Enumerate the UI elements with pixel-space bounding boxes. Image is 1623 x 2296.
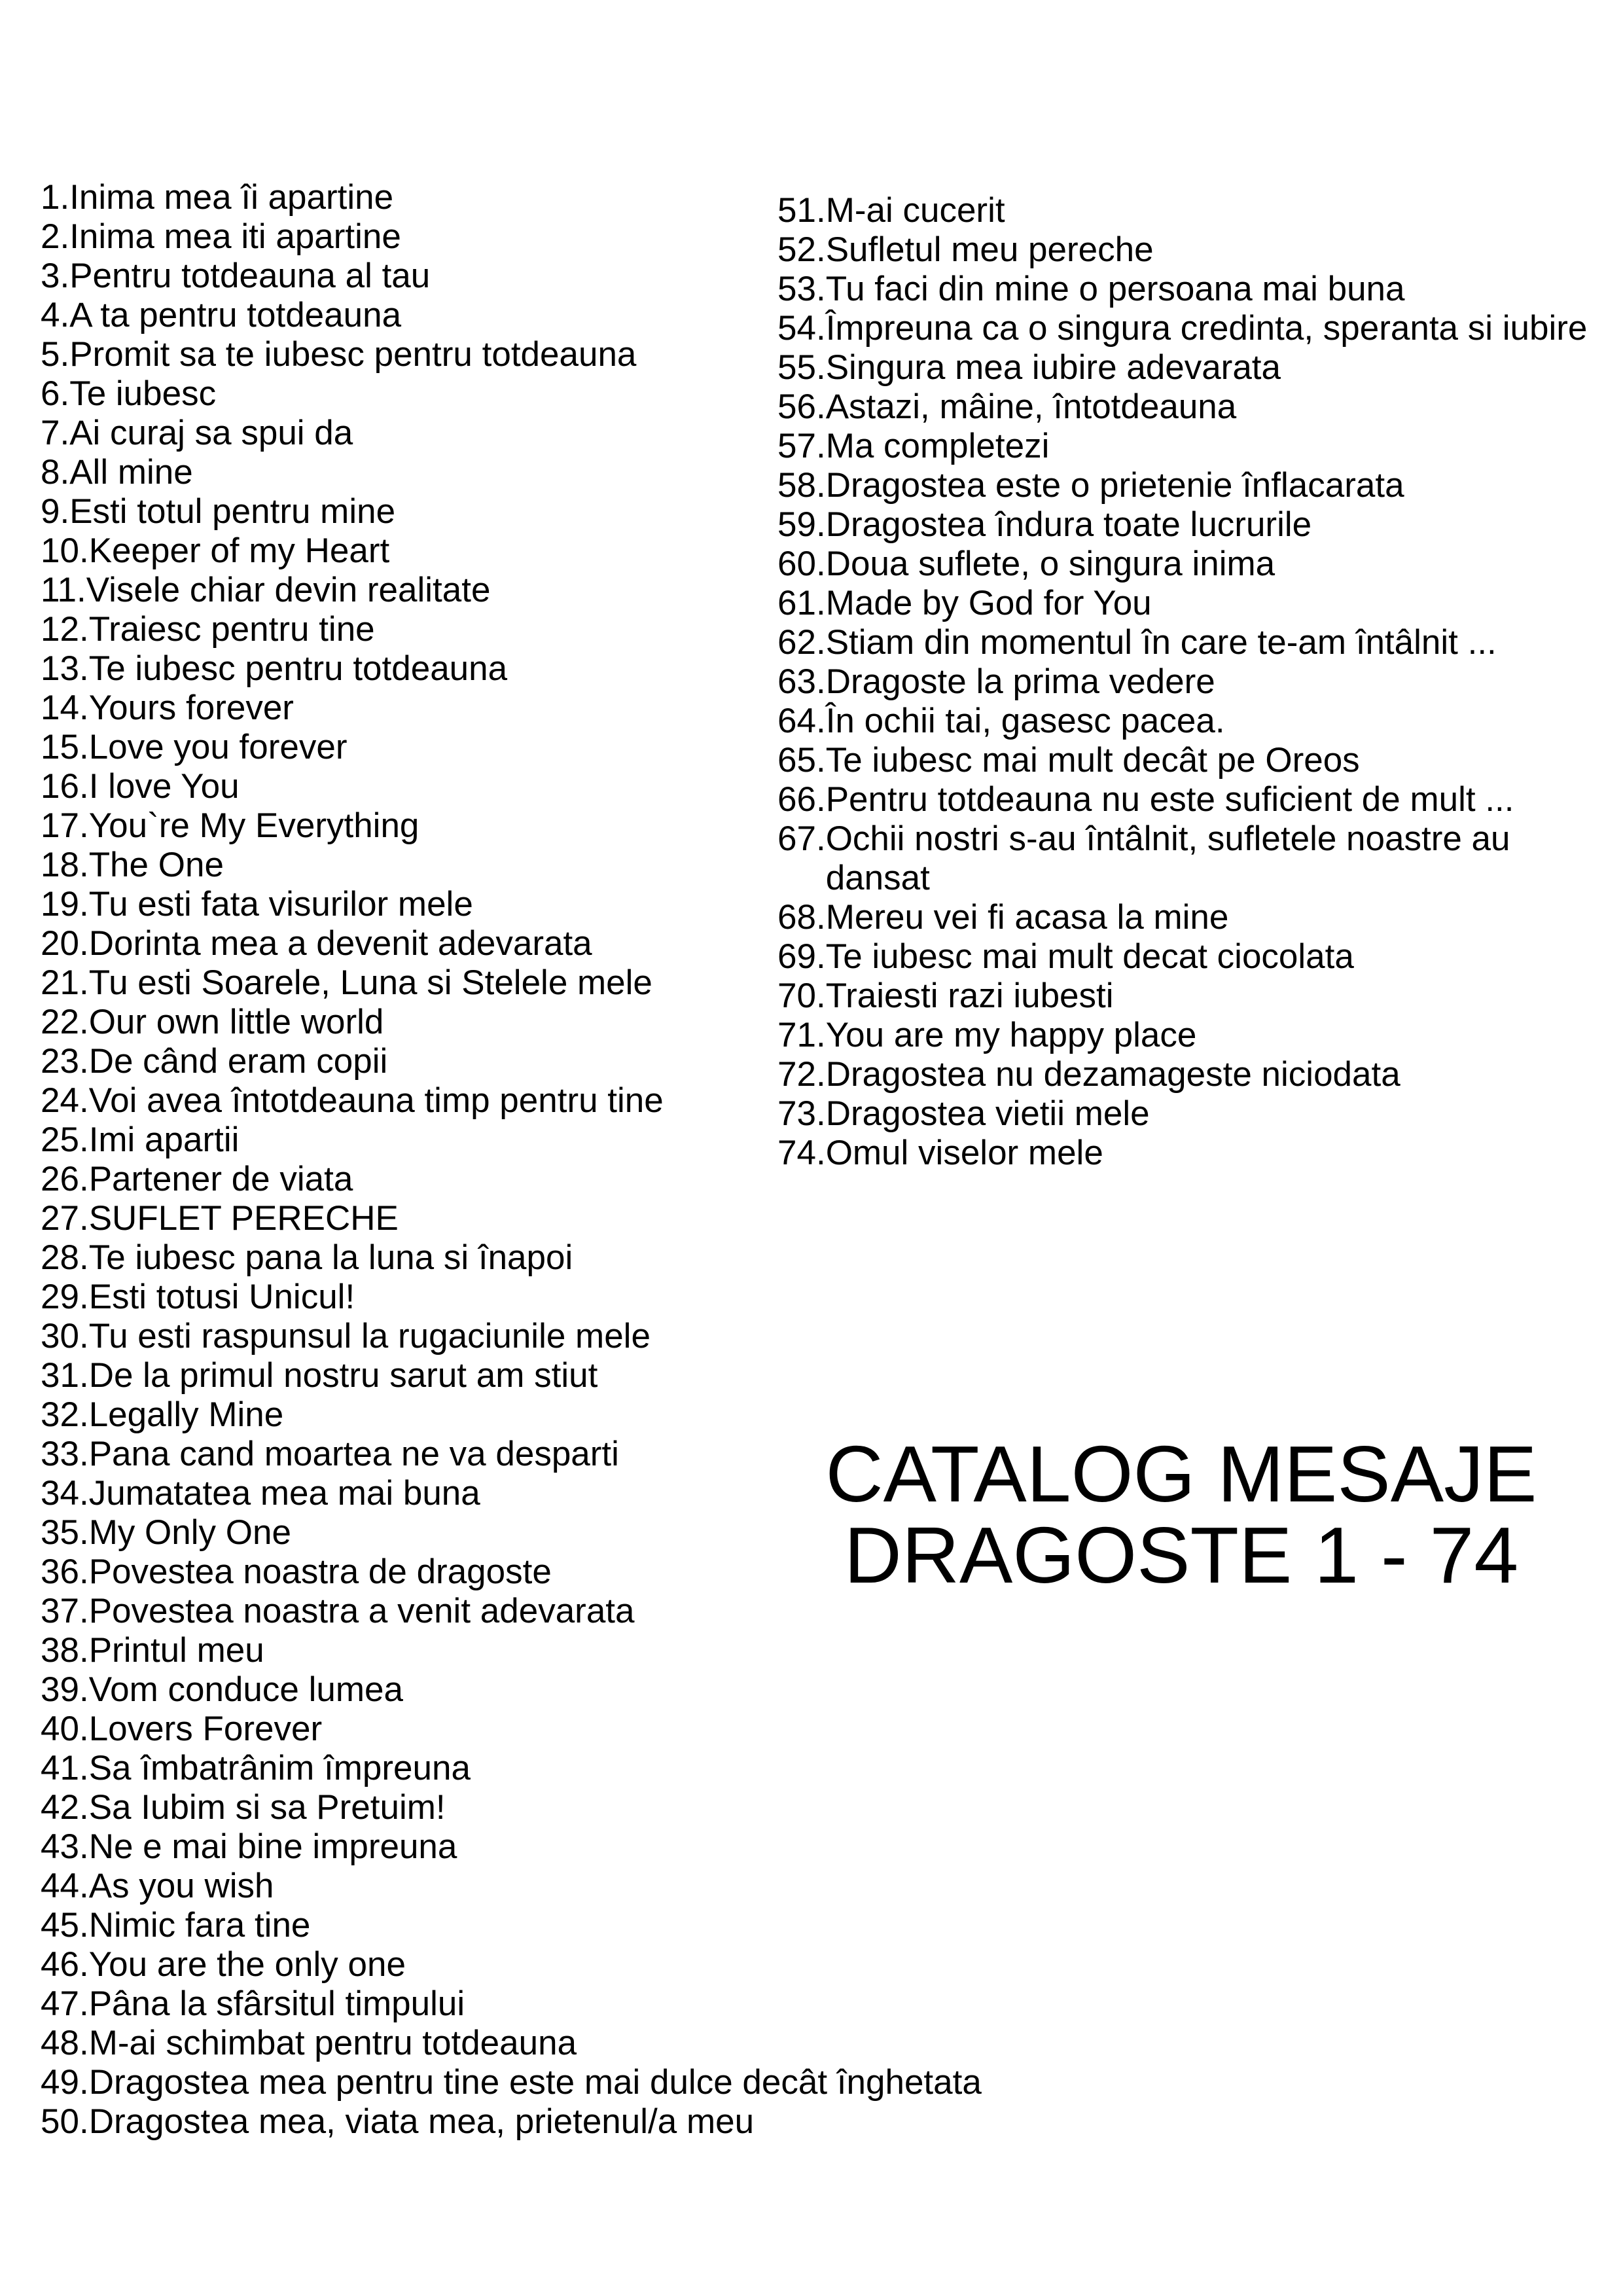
message-text: Traiesc pentru tine — [88, 610, 375, 649]
message-text: Esti totul pentru mine — [69, 492, 396, 531]
message-number: 3. — [41, 257, 70, 295]
message-text: The One — [88, 846, 224, 884]
message-number: 45. — [41, 1906, 89, 1945]
message-item — [41, 1984, 1153, 2024]
message-item — [41, 1317, 1153, 1356]
message-number: 59. — [777, 505, 826, 544]
message-item — [777, 1016, 1596, 1055]
message-item — [777, 702, 1596, 741]
message-item — [41, 1906, 1153, 1945]
message-item — [777, 662, 1596, 702]
message-text: Imi apartii — [88, 1121, 240, 1159]
message-text: Ochii nostri s-au întâlnit, sufletele noastre au dansat — [825, 819, 1510, 897]
message-text: Our own little world — [88, 1003, 384, 1041]
message-number: 50. — [41, 2102, 89, 2141]
message-text: Lovers Forever — [88, 1710, 323, 1748]
message-text: Vom conduce lumea — [88, 1670, 403, 1709]
message-text: Te iubesc pana la luna si înapoi — [88, 1238, 573, 1277]
message-text: My Only One — [88, 1513, 291, 1552]
message-number: 68. — [777, 898, 826, 937]
message-item — [41, 2024, 1153, 2063]
message-number: 23. — [41, 1042, 89, 1081]
message-item — [777, 191, 1596, 230]
message-number: 70. — [777, 977, 826, 1015]
message-item — [777, 584, 1596, 623]
message-item — [41, 1395, 1153, 1435]
message-item — [41, 1670, 1153, 1710]
message-text: You are the only one — [88, 1945, 406, 1984]
message-text: Dragostea nu dezamageste niciodata — [825, 1055, 1400, 1094]
message-text: All mine — [69, 453, 193, 492]
message-number: 41. — [41, 1749, 89, 1787]
message-text: Printul meu — [88, 1631, 264, 1670]
message-number: 14. — [41, 689, 89, 727]
message-item — [777, 898, 1596, 937]
message-item — [41, 1827, 1153, 1867]
message-number: 49. — [41, 2063, 89, 2102]
message-text: Nimic fara tine — [88, 1906, 311, 1945]
message-text: You`re My Everything — [88, 806, 419, 845]
right-message-column — [777, 191, 1596, 1173]
message-number: 6. — [41, 374, 70, 413]
message-text: Dragostea este o prietenie înflacarata — [825, 466, 1404, 505]
message-text: Mereu vei fi acasa la mine — [825, 898, 1229, 937]
message-number: 20. — [41, 924, 89, 963]
message-text: Te iubesc pentru totdeauna — [88, 649, 508, 688]
message-number: 15. — [41, 728, 89, 766]
message-text: Povestea noastra de dragoste — [88, 1552, 552, 1591]
message-number: 67. — [777, 819, 826, 858]
message-number: 1. — [41, 178, 70, 217]
message-text: You are my happy place — [825, 1016, 1197, 1054]
message-item — [41, 1631, 1153, 1670]
message-number: 24. — [41, 1081, 89, 1120]
message-number: 52. — [777, 230, 826, 269]
message-number: 13. — [41, 649, 89, 688]
message-number: 71. — [777, 1016, 826, 1054]
message-text: Legally Mine — [88, 1395, 284, 1434]
message-item — [41, 1356, 1153, 1395]
message-text: Promit sa te iubesc pentru totdeauna — [69, 335, 637, 374]
message-text: Ma completezi — [825, 427, 1050, 465]
message-text: M-ai schimbat pentru totdeauna — [88, 2024, 577, 2062]
message-item — [41, 2063, 1153, 2102]
message-item — [777, 780, 1596, 819]
message-number: 43. — [41, 1827, 89, 1866]
message-number: 73. — [777, 1094, 826, 1133]
message-number: 57. — [777, 427, 826, 465]
message-item — [777, 1055, 1596, 1094]
message-text: Tu esti fata visurilor mele — [88, 885, 473, 924]
message-text: Pentru totdeauna al tau — [69, 257, 431, 295]
message-text: A ta pentru totdeauna — [69, 296, 402, 334]
message-text: Stiam din momentul în care te-am întâlnit ... — [825, 623, 1497, 662]
message-text: Ne e mai bine impreuna — [88, 1827, 457, 1866]
message-text: Voi avea întotdeauna timp pentru tine — [88, 1081, 664, 1120]
message-item — [41, 1749, 1153, 1788]
message-text: Tu faci din mine o persoana mai buna — [825, 270, 1405, 308]
message-text: Dragostea vietii mele — [825, 1094, 1150, 1133]
message-number: 55. — [777, 348, 826, 387]
message-number: 22. — [41, 1003, 89, 1041]
message-text: Te iubesc — [69, 374, 217, 413]
message-item — [777, 309, 1596, 348]
message-text: Dorinta mea a devenit adevarata — [88, 924, 592, 963]
message-number: 46. — [41, 1945, 89, 1984]
message-number: 29. — [41, 1278, 89, 1316]
message-item — [777, 977, 1596, 1016]
catalog-title-line-2: DRAGOSTE 1 - 74 — [844, 1511, 1519, 1600]
message-text: As you wish — [88, 1867, 274, 1905]
message-number: 42. — [41, 1788, 89, 1827]
message-text: În ochii tai, gasesc pacea. — [825, 702, 1225, 740]
message-text: Tu esti Soarele, Luna si Stelele mele — [88, 963, 652, 1002]
message-number: 51. — [777, 191, 826, 230]
message-text: I love You — [88, 767, 240, 806]
message-number: 7. — [41, 414, 70, 452]
message-text: Pana cand moartea ne va desparti — [88, 1435, 619, 1473]
message-number: 65. — [777, 741, 826, 780]
message-text: SUFLET PERECHE — [88, 1199, 399, 1238]
message-number: 56. — [777, 387, 826, 426]
message-text: Dragostea mea pentru tine este mai dulce decât înghetata — [88, 2063, 982, 2102]
message-item — [777, 1134, 1596, 1173]
message-text: Omul viselor mele — [825, 1134, 1103, 1172]
message-number: 31. — [41, 1356, 89, 1395]
message-number: 38. — [41, 1631, 89, 1670]
message-number: 74. — [777, 1134, 826, 1172]
message-item — [777, 937, 1596, 977]
message-text: Ai curaj sa spui da — [69, 414, 353, 452]
message-text: Doua suflete, o singura inima — [825, 545, 1275, 583]
message-number: 48. — [41, 2024, 89, 2062]
message-item — [777, 427, 1596, 466]
message-text: Partener de viata — [88, 1160, 353, 1198]
message-number: 61. — [777, 584, 826, 622]
message-number: 62. — [777, 623, 826, 662]
message-number: 66. — [777, 780, 826, 819]
message-text: Yours forever — [88, 689, 294, 727]
message-text: Visele chiar devin realitate — [86, 571, 491, 609]
message-number: 58. — [777, 466, 826, 505]
message-number: 8. — [41, 453, 70, 492]
message-number: 36. — [41, 1552, 89, 1591]
message-number: 12. — [41, 610, 89, 649]
message-item — [41, 1199, 1153, 1238]
message-text: Inima mea iti apartine — [69, 217, 401, 256]
message-text: Dragostea îndura toate lucrurile — [825, 505, 1312, 544]
message-number: 19. — [41, 885, 89, 924]
message-text: Povestea noastra a venit adevarata — [88, 1592, 635, 1630]
message-number: 69. — [777, 937, 826, 976]
message-number: 5. — [41, 335, 70, 374]
message-number: 37. — [41, 1592, 89, 1630]
message-number: 18. — [41, 846, 89, 884]
message-number: 27. — [41, 1199, 89, 1238]
message-number: 47. — [41, 1984, 89, 2023]
message-item — [777, 348, 1596, 387]
message-number: 32. — [41, 1395, 89, 1434]
message-item — [777, 270, 1596, 309]
message-number: 53. — [777, 270, 826, 308]
message-item — [777, 466, 1596, 505]
message-number: 17. — [41, 806, 89, 845]
message-text: Tu esti raspunsul la rugaciunile mele — [88, 1317, 651, 1355]
message-item — [777, 505, 1596, 545]
message-text: Sufletul meu pereche — [825, 230, 1154, 269]
message-number: 40. — [41, 1710, 89, 1748]
message-text: Te iubesc mai mult decat ciocolata — [825, 937, 1354, 976]
message-number: 9. — [41, 492, 70, 531]
message-text: Dragostea mea, viata mea, prietenul/a meu — [88, 2102, 755, 2141]
message-item — [777, 230, 1596, 270]
message-text: Împreuna ca o singura credinta, speranta si iubire — [825, 309, 1588, 348]
message-number: 28. — [41, 1238, 89, 1277]
message-item — [41, 2102, 1153, 2142]
message-number: 25. — [41, 1121, 89, 1159]
message-text: Keeper of my Heart — [88, 531, 390, 570]
message-number: 60. — [777, 545, 826, 583]
message-text: Made by God for You — [825, 584, 1152, 622]
message-text: Sa îmbatrânim împreuna — [88, 1749, 471, 1787]
message-item — [41, 1278, 1153, 1317]
message-number: 30. — [41, 1317, 89, 1355]
message-number: 64. — [777, 702, 826, 740]
message-text: De când eram copii — [88, 1042, 388, 1081]
message-text: Pentru totdeauna nu este suficient de mult ... — [825, 780, 1514, 819]
message-text: Inima mea îi apartine — [69, 178, 394, 217]
message-item — [41, 1945, 1153, 1984]
message-number: 21. — [41, 963, 89, 1002]
message-number: 35. — [41, 1513, 89, 1552]
message-text: Jumatatea mea mai buna — [88, 1474, 480, 1513]
message-text: Sa Iubim si sa Pretuim! — [88, 1788, 446, 1827]
message-number: 4. — [41, 296, 70, 334]
message-text: De la primul nostru sarut am stiut — [88, 1356, 598, 1395]
message-item — [777, 1094, 1596, 1134]
message-text: Traiesti razi iubesti — [825, 977, 1114, 1015]
message-item — [777, 623, 1596, 662]
message-number: 39. — [41, 1670, 89, 1709]
message-item — [777, 387, 1596, 427]
message-text: Te iubesc mai mult decât pe Oreos — [825, 741, 1360, 780]
message-number: 34. — [41, 1474, 89, 1513]
message-number: 11. — [41, 571, 86, 609]
message-text: M-ai cucerit — [825, 191, 1005, 230]
message-text: Astazi, mâine, întotdeauna — [825, 387, 1237, 426]
message-item — [41, 1788, 1153, 1827]
message-number: 54. — [777, 309, 826, 348]
message-number: 2. — [41, 217, 70, 256]
message-text: Dragoste la prima vedere — [825, 662, 1215, 701]
message-item — [777, 741, 1596, 780]
catalog-title — [805, 1429, 1558, 1600]
message-number: 72. — [777, 1055, 826, 1094]
message-number: 16. — [41, 767, 89, 806]
message-text: Esti totusi Unicul! — [88, 1278, 355, 1316]
message-text: Love you forever — [88, 728, 348, 766]
message-item — [777, 819, 1596, 898]
message-number: 63. — [777, 662, 826, 701]
message-item — [777, 545, 1596, 584]
message-text: Singura mea iubire adevarata — [825, 348, 1281, 387]
message-item — [41, 1867, 1153, 1906]
message-number: 26. — [41, 1160, 89, 1198]
message-item — [41, 1710, 1153, 1749]
message-number: 33. — [41, 1435, 89, 1473]
message-item — [41, 1238, 1153, 1278]
message-text: Pâna la sfârsitul timpului — [88, 1984, 465, 2023]
message-number: 44. — [41, 1867, 89, 1905]
catalog-title-line-1: CATALOG MESAJE — [825, 1429, 1537, 1518]
message-number: 10. — [41, 531, 89, 570]
